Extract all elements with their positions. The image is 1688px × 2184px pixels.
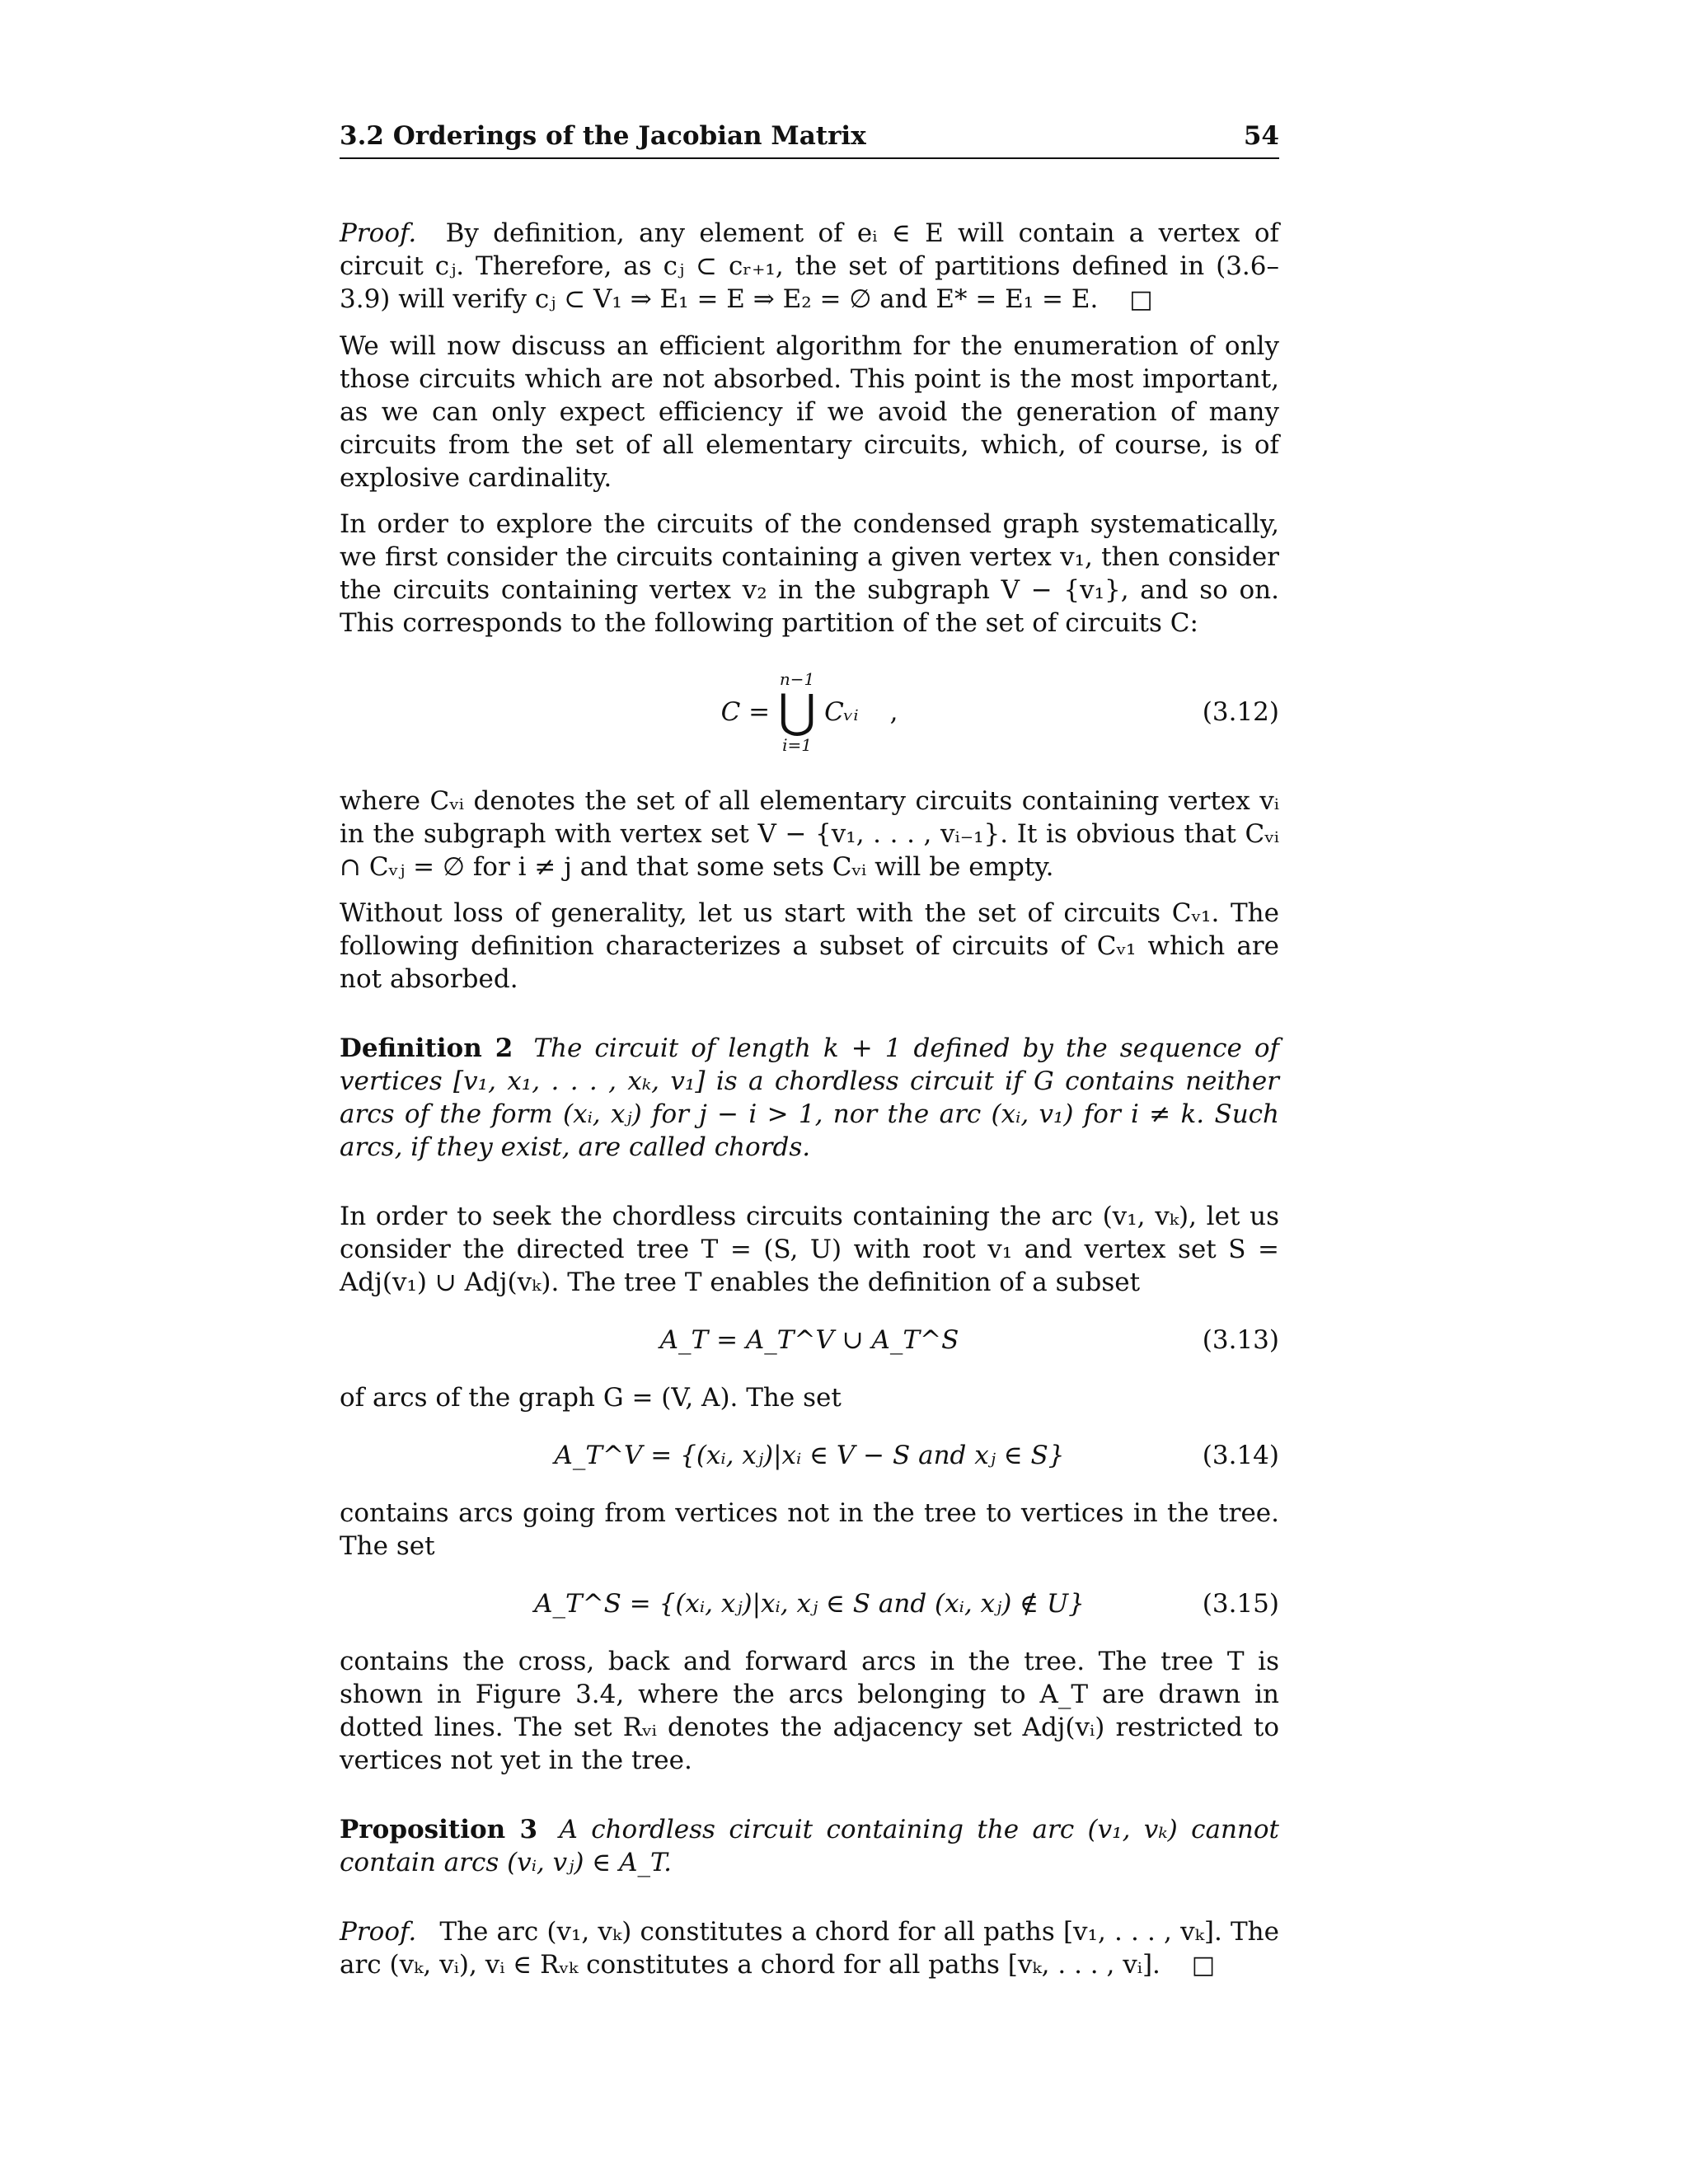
proof-text: The arc (v₁, vₖ) constitutes a chord for all paths [v₁, . . . , vₖ]. The arc (vₖ, vᵢ), vᵢ ∈ Rᵥₖ constitutes a chord for all paths [vₖ, . . . , vᵢ]. bbox=[340, 1917, 1279, 1980]
running-header bbox=[340, 120, 1279, 159]
equation-number: (3.15) bbox=[1202, 1589, 1279, 1619]
definition-2 bbox=[340, 1032, 1279, 1164]
equation-3-14-body: A_T^V = {(xᵢ, xⱼ)|xᵢ ∈ V − S and xⱼ ∈ S} bbox=[554, 1441, 1065, 1470]
proof-label: Proof. bbox=[340, 218, 417, 248]
union-symbol: ⋃ bbox=[778, 685, 817, 738]
equation-number: (3.14) bbox=[1202, 1441, 1279, 1470]
union-lower-limit: i=1 bbox=[782, 735, 813, 755]
proposition-label: Proposition 3 bbox=[340, 1815, 538, 1844]
equation-3-12 bbox=[340, 654, 1279, 770]
equation-number: (3.12) bbox=[1202, 697, 1279, 727]
paragraph-algorithm: We will now discuss an efficient algorithm for the enumeration of only those circuits which are not absorbed. This point is the most important, as we can only expect efficiency if we avoid the generation of many circuits from the set of all elementary circuits, which, of course, is of explosive cardinality. bbox=[340, 331, 1279, 493]
definition-label: Definition 2 bbox=[340, 1033, 513, 1063]
equation-3-12-body bbox=[721, 669, 898, 755]
equation-3-15-body: A_T^S = {(xᵢ, xⱼ)|xᵢ, xⱼ ∈ S and (xᵢ, xⱼ) ∉ U} bbox=[534, 1589, 1085, 1619]
paragraph-partition: In order to explore the circuits of the condensed graph systematically, we first consider the circuits containing a given vertex v₁, then consider the circuits containing vertex v₂ in the subgraph V − {v₁}, and so on. This corresponds to the following partition of the set of circuits C: bbox=[340, 509, 1279, 638]
page-content bbox=[340, 120, 1279, 1995]
page-number: 54 bbox=[1243, 121, 1279, 151]
equation-rhs: Cᵥᵢ bbox=[824, 697, 859, 727]
proof-label: Proof. bbox=[340, 1917, 417, 1947]
proposition-3 bbox=[340, 1813, 1279, 1879]
equation-3-13-body: A_T = A_T^V ∪ A_T^S bbox=[659, 1325, 959, 1355]
equation-3-13 bbox=[340, 1315, 1279, 1365]
union-operator bbox=[778, 669, 816, 755]
paragraph-arcs: of arcs of the graph G = (V, A). The set bbox=[340, 1383, 842, 1413]
proof-paragraph-2 bbox=[340, 1915, 1279, 1982]
equation-number: (3.13) bbox=[1202, 1325, 1279, 1355]
equation-3-15 bbox=[340, 1579, 1279, 1629]
proof-text: By definition, any element of eᵢ ∈ E will contain a vertex of circuit cⱼ. Therefore, as cⱼ ⊂ cᵣ₊₁, the set of partitions defined in (3.6–3.9) will verify cⱼ ⊂ V₁ ⇒ E₁ = E ⇒ E₂ = ∅ and E* = E₁ = E. bbox=[340, 218, 1279, 314]
equation-lhs: C = bbox=[720, 697, 771, 727]
paragraph-generality: Without loss of generality, let us start with the set of circuits Cᵥ₁. The following definition characterizes a subset of circuits of Cᵥ₁ which are not absorbed. bbox=[340, 898, 1279, 994]
proposition-text: A chordless circuit containing the arc (v₁, vₖ) cannot contain arcs (vᵢ, vⱼ) ∈ A_T. bbox=[340, 1815, 1279, 1877]
equation-comma: , bbox=[889, 697, 898, 727]
section-title: 3.2 Orderings of the Jacobian Matrix bbox=[340, 121, 866, 151]
paragraph-tree: In order to seek the chordless circuits containing the arc (v₁, vₖ), let us consider the directed tree T = (S, U) with root v₁ and vertex set S = Adj(v₁) ∪ Adj(vₖ). The tree T enables the definition of a subset bbox=[340, 1202, 1279, 1297]
qed-symbol: □ bbox=[1191, 1951, 1216, 1980]
proof-paragraph-1 bbox=[340, 217, 1279, 316]
union-upper-limit: n−1 bbox=[779, 669, 815, 689]
qed-symbol: □ bbox=[1129, 285, 1153, 314]
paragraph-cross-back: contains the cross, back and forward arcs in the tree. The tree T is shown in Figure 3.4, where the arcs belonging to A_T are drawn in dotted lines. The set Rᵥᵢ denotes the adjacency set Adj(vᵢ) restricted to vertices not yet in the tree. bbox=[340, 1647, 1279, 1775]
paragraph-where: where Cᵥᵢ denotes the set of all elementary circuits containing vertex vᵢ in the subgraph with vertex set V − {v₁, . . . , vᵢ₋₁}. It is obvious that Cᵥᵢ ∩ Cᵥⱼ = ∅ for i ≠ j and that some sets Cᵥᵢ will be empty. bbox=[340, 786, 1279, 882]
definition-text: The circuit of length k + 1 defined by the sequence of vertices [v₁, x₁, . . . , xₖ, v₁] is a chordless circuit if G contains neither arcs of the form (xᵢ, xⱼ) for j − i > 1, nor the arc (xᵢ, v₁) for i ≠ k. Such arcs, if they exist, are called chords. bbox=[340, 1033, 1280, 1162]
equation-3-14 bbox=[340, 1431, 1279, 1480]
paragraph-contains-arcs: contains arcs going from vertices not in the tree to vertices in the tree. The set bbox=[340, 1498, 1279, 1561]
